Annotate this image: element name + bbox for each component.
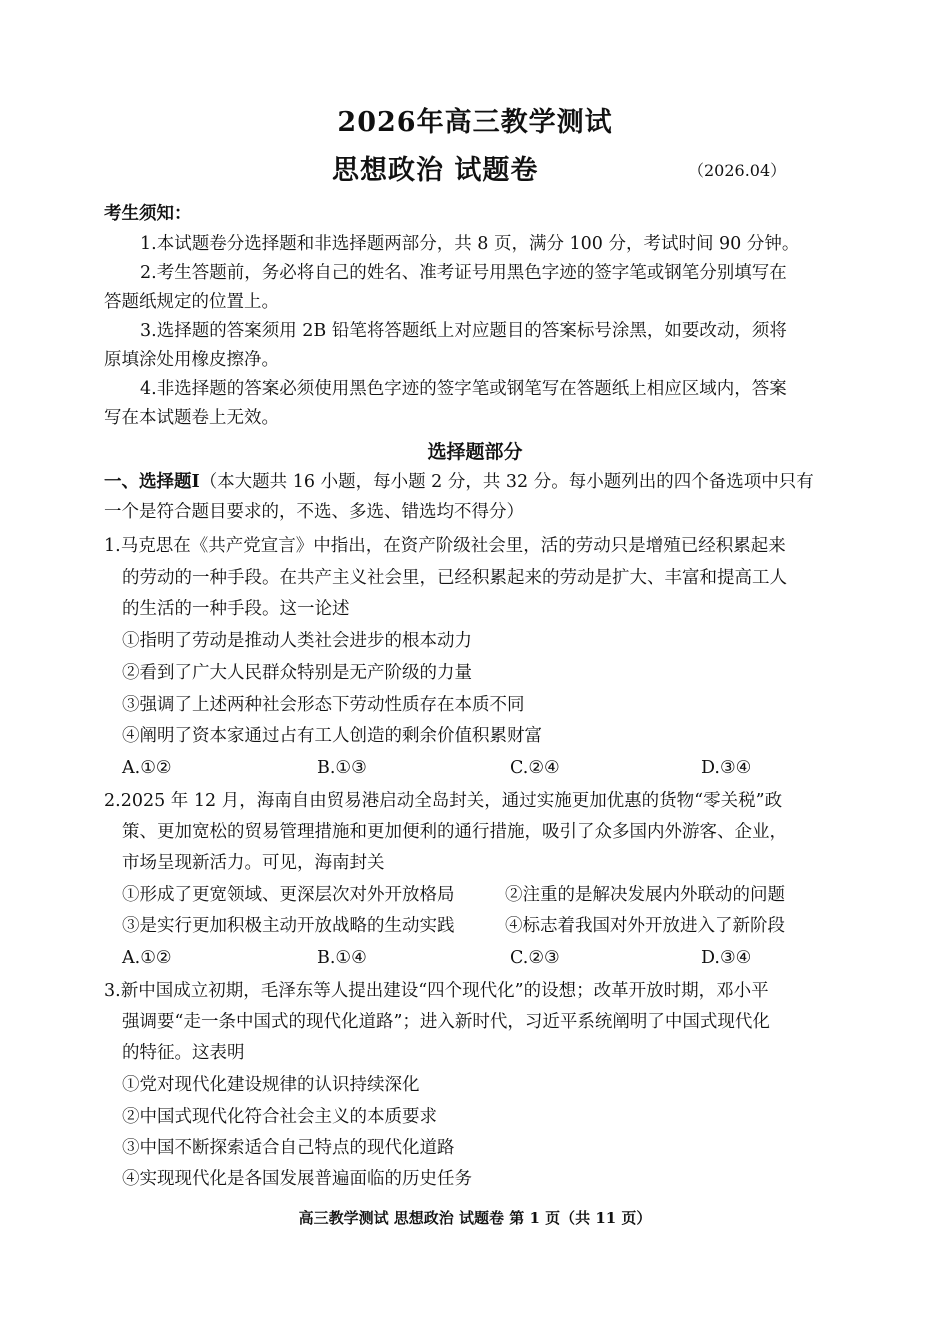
notice-line: 4.非选择题的答案必须使用黑色字迹的签字笔或钢笔写在答题纸上相应区域内，答案 — [140, 379, 787, 399]
q2-item: ①形成了更宽领域、更深层次对外开放格局 — [122, 885, 455, 905]
q2-choice-c: C.②③ — [510, 948, 560, 968]
q1-item: ③强调了上述两种社会形态下劳动性质存在本质不同 — [122, 695, 525, 715]
q1-item: ①指明了劳动是推动人类社会进步的根本动力 — [122, 631, 472, 651]
exam-subtitle: 思想政治 试题卷 — [332, 155, 539, 186]
q3-stem-line: 的特征。这表明 — [122, 1043, 245, 1063]
q2-item: ③是实行更加积极主动开放战略的生动实践 — [122, 916, 455, 936]
section-title: 选择题部分 — [427, 441, 523, 463]
q1-item: ④阐明了资本家通过占有工人创造的剩余价值积累财富 — [122, 726, 542, 746]
notice-line: 2.考生答题前，务必将自己的姓名、准考证号用黑色字迹的签字笔或钢笔分别填写在 — [140, 263, 787, 283]
q2-stem-line: 2.2025 年 12 月，海南自由贸易港启动全岛封关，通过实施更加优惠的货物“零关税”政 — [104, 791, 783, 811]
q1-choice-b: B.①③ — [317, 758, 367, 778]
q2-choice-d: D.③④ — [701, 948, 752, 968]
q2-stem-line: 市场呈现新活力。可见，海南封关 — [122, 853, 385, 873]
exam-date: （2026.04） — [688, 161, 787, 180]
q2-item: ②注重的是解决发展内外联动的问题 — [505, 885, 785, 905]
q2-choice-a: A.①② — [122, 948, 172, 968]
q1-choice-c: C.②④ — [510, 758, 560, 778]
q3-item: ②中国式现代化符合社会主义的本质要求 — [122, 1107, 437, 1127]
page-footer: 高三教学测试 思想政治 试题卷 第 1 页（共 11 页） — [298, 1209, 652, 1227]
notice-line: 答题纸规定的位置上。 — [104, 292, 279, 312]
notice-heading: 考生须知： — [104, 204, 192, 224]
q1-item: ②看到了广大人民群众特别是无产阶级的力量 — [122, 663, 472, 683]
q1-stem-line: 的生活的一种手段。这一论述 — [122, 599, 350, 619]
notice-line: 1.本试题卷分选择题和非选择题两部分，共 8 页，满分 100 分，考试时间 90 分钟。 — [140, 234, 800, 254]
notice-line: 3.选择题的答案须用 2B 铅笔将答题纸上对应题目的答案标号涂黑，如要改动，须将 — [140, 321, 787, 341]
q1-stem-line: 的劳动的一种手段。在共产主义社会里，已经积累起来的劳动是扩大、丰富和提高工人 — [122, 568, 787, 588]
q3-item: ③中国不断探索适合自己特点的现代化道路 — [122, 1138, 455, 1158]
part-instructions: （本大题共 16 小题，每小题 2 分，共 32 分。每小题列出的四个备选项中只有 — [199, 472, 814, 492]
part-heading: 一、选择题Ⅰ — [104, 472, 200, 492]
q1-choice-a: A.①② — [122, 758, 172, 778]
q3-item: ①党对现代化建设规律的认识持续深化 — [122, 1075, 420, 1095]
q1-stem-line: 1.马克思在《共产党宣言》中指出，在资产阶级社会里，活的劳动只是增殖已经积累起来 — [104, 536, 786, 556]
q3-stem-line: 3.新中国成立初期，毛泽东等人提出建设“四个现代化”的设想；改革开放时期，邓小平 — [104, 981, 769, 1001]
q3-item: ④实现现代化是各国发展普遍面临的历史任务 — [122, 1169, 472, 1189]
q2-choice-b: B.①④ — [317, 948, 367, 968]
q2-item: ④标志着我国对外开放进入了新阶段 — [505, 916, 785, 936]
notice-line: 写在本试题卷上无效。 — [104, 408, 279, 428]
part-instructions-line2: 一个是符合题目要求的，不选、多选、错选均不得分） — [104, 502, 524, 522]
q1-choice-d: D.③④ — [701, 758, 752, 778]
exam-title: 2026年高三教学测试 — [337, 107, 613, 138]
q2-stem-line: 策、更加宽松的贸易管理措施和更加便利的通行措施，吸引了众多国内外游客、企业， — [122, 822, 787, 842]
notice-line: 原填涂处用橡皮擦净。 — [104, 350, 279, 370]
q3-stem-line: 强调要“走一条中国式的现代化道路”；进入新时代，习近平系统阐明了中国式现代化 — [122, 1012, 770, 1032]
part-heading-line — [104, 466, 814, 498]
